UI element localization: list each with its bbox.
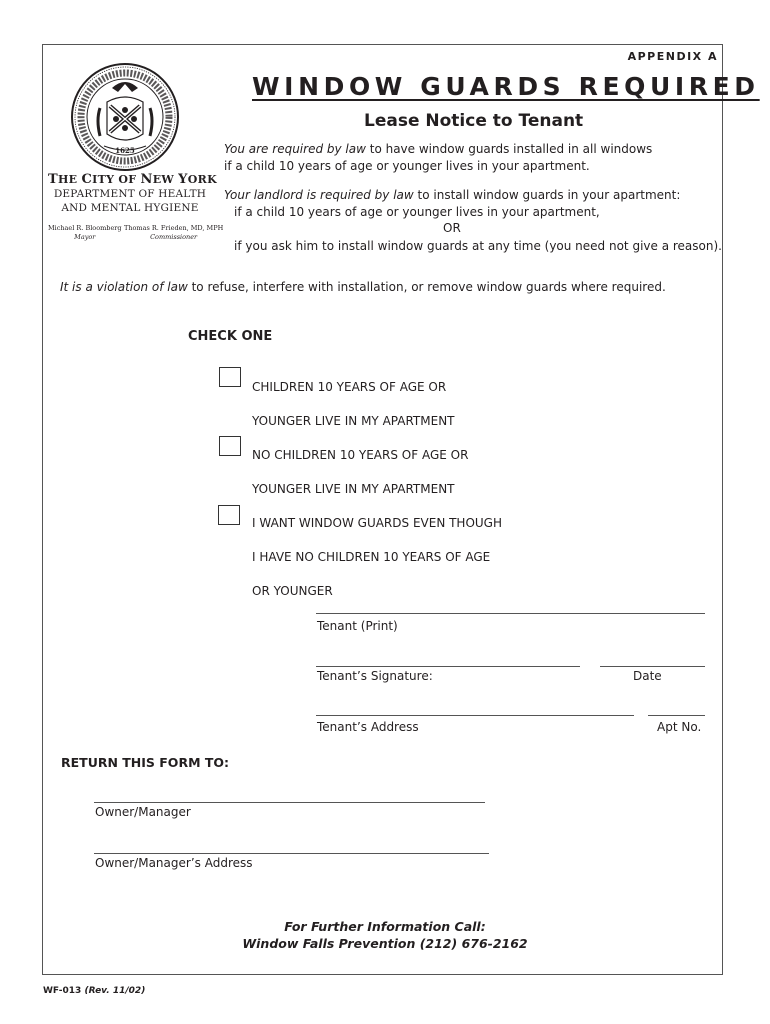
form-number: WF-013 (Rev. 11/02)	[43, 986, 146, 996]
option-checkbox-no-children[interactable]	[219, 436, 241, 456]
option-label-want-guards: I WANT WINDOW GUARDS EVEN THOUGH I HAVE NO CHILDREN 10 YEARS OF AGE OR YOUNGER	[252, 516, 503, 598]
nyc-seal-icon	[70, 62, 180, 172]
tenant-print-label: Tenant (Print)	[317, 619, 398, 633]
form-title: WINDOW GUARDS REQUIRED	[252, 72, 760, 101]
form-subtitle: Lease Notice to Tenant	[364, 111, 584, 131]
landlord-line-2: if a child 10 years of age or younger lives in your apartment,	[234, 205, 600, 219]
appendix-label: APPENDIX A	[627, 50, 718, 63]
department-name: DEPARTMENT OF HEALTH AND MENTAL HYGIENE	[53, 188, 207, 214]
tenant-address-label: Tenant’s Address	[317, 720, 419, 734]
option-checkbox-children[interactable]	[219, 367, 241, 387]
owner-manager-label: Owner/Manager	[95, 805, 191, 819]
notice-line-2: if a child 10 years of age or younger lives in your apartment.	[224, 159, 590, 173]
check-one-heading: CHECK ONE	[188, 329, 273, 344]
tenant-address-field[interactable]	[316, 715, 634, 716]
apt-no-field[interactable]	[648, 715, 705, 716]
landlord-line-3: if you ask him to install window guards at any time (you need not give a reason).	[234, 239, 722, 253]
mayor-credit: Michael R. Bloomberg Mayor	[48, 224, 122, 241]
landlord-line-1: Your landlord is required by law to install window guards in your apartment:	[224, 188, 681, 202]
tenant-signature-field[interactable]	[316, 666, 580, 667]
date-field[interactable]	[600, 666, 705, 667]
info-phone: Window Falls Prevention (212) 676-2162	[242, 936, 528, 951]
commissioner-credit: Thomas R. Frieden, MD, MPH Commissioner	[124, 224, 224, 241]
landlord-or: OR	[443, 221, 461, 235]
tenant-signature-label: Tenant’s Signature:	[317, 669, 433, 683]
owner-manager-address-field[interactable]	[94, 853, 489, 854]
seal-year: 1625	[115, 146, 135, 155]
violation-notice: It is a violation of law to refuse, interfere with installation, or remove window guards where required.	[60, 280, 666, 294]
owner-manager-address-label: Owner/Manager’s Address	[95, 856, 253, 870]
return-form-heading: RETURN THIS FORM TO:	[61, 755, 230, 770]
city-name: THE CITY OF NEW YORK	[48, 172, 217, 187]
info-heading: For Further Information Call:	[284, 919, 486, 934]
apt-no-label: Apt No.	[657, 720, 702, 734]
owner-manager-field[interactable]	[94, 802, 485, 803]
date-label: Date	[633, 669, 662, 683]
option-checkbox-want-guards[interactable]	[218, 505, 240, 525]
option-label-children: CHILDREN 10 YEARS OF AGE OR YOUNGER LIVE IN MY APARTMENT	[252, 380, 455, 428]
option-label-no-children: NO CHILDREN 10 YEARS OF AGE OR YOUNGER LIVE IN MY APARTMENT	[252, 448, 469, 496]
tenant-print-field[interactable]	[316, 613, 705, 614]
notice-line-1: You are required by law to have window guards installed in all windows	[224, 142, 653, 156]
